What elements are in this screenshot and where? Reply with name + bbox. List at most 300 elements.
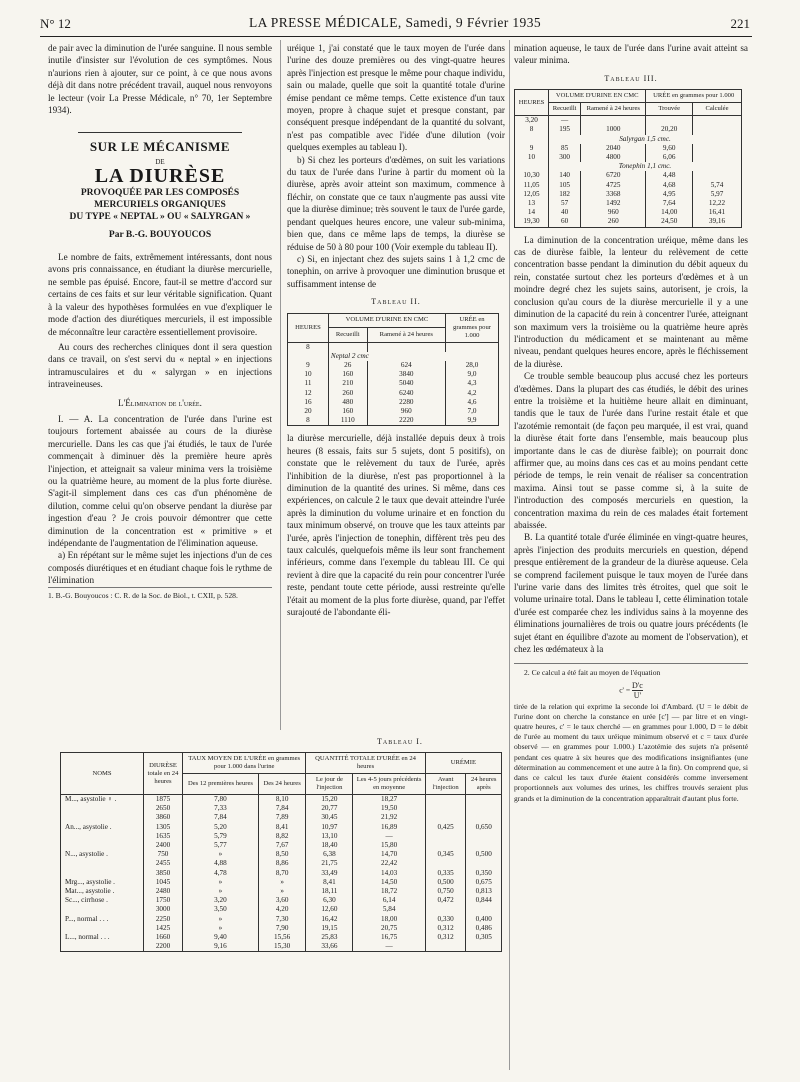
table-cell: 5,74 [693,181,742,190]
table-row [61,859,502,868]
article-author: Par B.-G. BOUYOUCOS [108,229,212,240]
paragraph: mination aqueuse, le taux de l'urée dans l'urine avait atteint sa valeur minima. [514,43,748,66]
table-cell: 14,03 [353,869,425,878]
column-header: Calculée [693,103,742,116]
table-cell: 9,16 [183,942,259,952]
table-cell: Mrg..., asystolie . [61,878,144,887]
page-header [40,12,750,34]
table-cell: 4800 [581,153,646,162]
column-header: URÉE en grammes pour 1.000 [646,90,742,103]
table-cell: 3000 [144,905,183,914]
table-cell: 57 [549,199,581,208]
column-header: Ramené à 24 heures [581,103,646,116]
table-cell [61,869,144,878]
table-cell: 960 [581,208,646,217]
table-cell: 15,80 [353,841,425,850]
paragraph: c) Si, en injectant chez des sujets sains 1 à 1,2 cmc de tonephin, on arrive à provoquer une diminution brusque et suffisamment intense de [287,253,505,289]
table-cell: 15,20 [306,795,353,805]
table-cell: 2250 [144,915,183,924]
table-cell: 2650 [144,804,183,813]
table-cell: 0,675 [466,878,502,887]
table-cell: 750 [144,850,183,859]
column-header: Ramené à 24 heures [367,328,445,343]
table-cell: 12 [288,389,329,398]
table-cell [425,804,466,813]
table-cell: 0,472 [425,896,466,905]
table-cell: 0,844 [466,896,502,905]
table-2-caption: Tableau II. [371,297,421,307]
table-cell: Sc..., cirrhose . [61,896,144,905]
table-note: Tonephin 1,1 cmc. [549,162,742,171]
table-cell [646,116,693,126]
table-cell: 18,72 [353,887,425,896]
table-cell: 10,30 [515,171,549,180]
table-cell: 1425 [144,924,183,933]
table-cell: 7,84 [258,804,305,813]
table-1 [60,752,502,952]
table-row [515,208,742,217]
column-header: TAUX MOYEN DE L'URÉE en grammes pour 1.000 dans l'urine [183,753,306,774]
table-cell: » [183,850,259,859]
table-2 [287,313,499,427]
table-row [515,162,742,171]
table-cell: 1000 [581,125,646,134]
table-row [515,181,742,190]
column-3 [514,42,748,804]
table-cell [425,795,466,805]
table-row [61,832,502,841]
table-cell: 2480 [144,887,183,896]
article-subtitle: DU TYPE « NEPTAL » OU « SALYRGAN » [69,211,251,222]
table-row [515,217,742,227]
table-row [61,933,502,942]
table-row [515,171,742,180]
table-cell: 4,68 [646,181,693,190]
table-cell: P..., normal . . . [61,915,144,924]
table-cell: 16,41 [693,208,742,217]
table-row [288,370,499,379]
table-note: Salyrgan 1,5 cmc. [549,135,742,144]
table-cell: 8,86 [258,859,305,868]
table-cell [425,942,466,952]
table-cell: 20,20 [646,125,693,134]
table-cell: 3,50 [183,905,259,914]
issue-number: N° 12 [40,16,71,31]
paragraph: de pair avec la diminution de l'urée sanguine. Il nous semble inutile d'insister sur l'évolution de ces symptômes. Nous n'aurions rien à ajouter, sur ce point, à ce que nous avons déjà dit dans notre précédent travail, auquel nous renvoyons le lecteur (voir La Presse Médicale, n° 70, 1er Septembre 1934). [48,43,272,116]
table-3 [514,89,742,227]
table-cell [693,125,742,134]
table-cell: 15,56 [258,933,305,942]
table-cell: 0,400 [466,915,502,924]
table-cell [466,804,502,813]
table-cell: 3,20 [515,116,549,126]
column-header: Le jour de l'injection [306,774,353,795]
column-1 [48,42,272,601]
table-cell: Mat..., asystolie . [61,887,144,896]
table-cell [328,342,367,352]
table-cell: 18,11 [306,887,353,896]
table-cell: 0,330 [425,915,466,924]
table-cell [61,841,144,850]
table-row [61,813,502,822]
column-header: VOLUME D'URINE EN CMC [328,313,445,328]
table-row [61,878,502,887]
table-cell: 0,425 [425,823,466,832]
table-cell: 33,49 [306,869,353,878]
column-header: URÉMIE [425,753,501,774]
table-cell: 5,84 [353,905,425,914]
table-1-wrapper [60,752,502,952]
table-cell: 14 [515,208,549,217]
equation-denominator: U' [633,690,642,700]
table-cell: 0,486 [466,924,502,933]
table-cell: 6,14 [353,896,425,905]
table-cell [61,804,144,813]
table-cell: 4,20 [258,905,305,914]
table-cell: 9 [515,144,549,153]
table-cell [425,841,466,850]
table-cell [693,116,742,126]
column-divider [509,40,510,1070]
table-cell: 14,00 [646,208,693,217]
table-cell: 260 [581,217,646,227]
table-cell: 0,345 [425,850,466,859]
table-cell: 6,06 [646,153,693,162]
table-cell: 1045 [144,878,183,887]
table-cell: 21,92 [353,813,425,822]
table-cell: 22,42 [353,859,425,868]
table-cell: 12,22 [693,199,742,208]
column-header: HEURES [288,313,329,342]
table-cell: 3850 [144,869,183,878]
table-row [288,361,499,370]
paragraph: I. — A. La concentration de l'urée dans l'urine est toujours fortement abaissée au cours de la diurèse mercurielle. Dans les cas que j'ai étudiés, le taux de l'urée commençait à diminuer dès la première heure après l'injection, et atteignait sa valeur minima vers la troisième ou la quatrième heure, au moment de la plus forte diurèse. S'agit-il simplement dans ces cas d'un phénomène de dilution, comme celui qu'on observe pendant la diurèse par ingestion d'eau ? Je crois pouvoir démontrer que cette diminution de la concentration est « primitive » et indépendante de l'augmentation de l'élimination aqueuse. [48,413,272,548]
table-row [61,804,502,813]
table-cell [466,795,502,805]
column-header: QUANTITÉ TOTALE D'URÉE en 24 heures [306,753,425,774]
table-cell: 160 [328,370,367,379]
paragraph: la diurèse mercurielle, déjà installée depuis deux à trois heures (8 essais, faits sur 5 sujets, dont 5 positifs), on constate que le relèvement du taux de l'urée, après l'inhibition de la diurèse, n'est pas proportionnel à la diminution de la quantité des urines. Si même, dans ces expériences, on calcule 2 le taux que devait atteindre l'urée après la diminution du volume urinaire et en fonction du taux minimum observé, on trouve que les taux atteints par l'urée, après l'injection de tonephin, diffèrent très peu des taux calculés, quelquefois même ils leur sont franchement inférieurs, comme dans l'exemple du tableau III. Ce qui revient à dire que la capacité du rein pour concentrer l'urée reste, pendant toute cette période, aussi restreinte qu'elle l'était au moment de la plus forte diurèse, quand, par l'effet surajouté de l'abondante éli- [287,433,505,618]
column-header: VOLUME D'URINE EN CMC [549,90,646,103]
journal-title: LA PRESSE MÉDICALE, Samedi, 9 Février 1935 [248,15,542,30]
table-cell [61,813,144,822]
table-cell: 39,16 [693,217,742,227]
table-cell: 3368 [581,190,646,199]
table-cell: 0,650 [466,823,502,832]
table-cell: 0,750 [425,887,466,896]
table-cell [693,171,742,180]
table-cell: 8,50 [258,850,305,859]
table-row [288,398,499,407]
table-row [61,924,502,933]
table-cell: 9,0 [446,370,499,379]
table-cell: 0,312 [425,933,466,942]
table-cell: 13,10 [306,832,353,841]
table-cell: 140 [549,171,581,180]
table-cell: 8,82 [258,832,305,841]
footnote-text: tirée de la relation qui exprime la seconde loi d'Ambard. (U = le débit de l'urine dont on cherche la constance en urée [c'] — par litre et en vingt-quatre heures, c' = le taux cherché — en grammes pour 1.000, D = le débit de l'urée au moment du taux uréique minimum observé et c = taux d'urée observé — en grammes pour 1.000.) L'azotémie des sujets n'a présenté pendant ces quatre à six heures que des modifications insignifiantes (une détermination au commencement et une autre à la fin). On comprend que, si dans ce calcul les taux d'urée étaient considérés comme inversement proportionnels aux volumes des urines, les chiffres trouvés seraient plus grands et la diminution de la concentration apparaîtrait d'autant plus forte. [514,701,748,803]
table-row [61,896,502,905]
table-cell: 4,3 [446,379,499,388]
table-cell [466,841,502,850]
table-cell: 26 [328,361,367,370]
paragraph: a) En répétant sur le même sujet les injections d'un de ces composés diurétiques et en étudiant chaque fois le rythme de l'élimination [48,550,272,586]
table-cell: » [183,924,259,933]
table-cell: 0,350 [466,869,502,878]
table-cell: N..., asystolie . [61,850,144,859]
column-header: Des 24 heures [258,774,305,795]
table-cell: 5,79 [183,832,259,841]
article-title-main: LA DIURÈSE [94,165,226,188]
table-cell: 16 [288,398,329,407]
column-header: Recueilli [328,328,367,343]
table-cell [61,905,144,914]
table-row [515,116,742,126]
table-row [515,144,742,153]
table-cell [61,924,144,933]
table-cell: 5,97 [693,190,742,199]
table-cell: 0,500 [425,878,466,887]
table-row [288,379,499,388]
table-cell: 12,05 [515,190,549,199]
table-cell: 19,30 [515,217,549,227]
table-cell: — [549,116,581,126]
table-cell [61,859,144,868]
table-cell: 8,10 [258,795,305,805]
header-rule [40,36,752,37]
table-cell: 480 [328,398,367,407]
table-cell: 3860 [144,813,183,822]
table-cell: 1750 [144,896,183,905]
table-cell: 3,20 [183,896,259,905]
table-cell: 182 [549,190,581,199]
table-cell: 19,50 [353,804,425,813]
table-cell: 7,33 [183,804,259,813]
table-cell [288,352,329,361]
table-row [61,850,502,859]
table-row [288,342,499,352]
table-cell: 1492 [581,199,646,208]
table-cell: 10,97 [306,823,353,832]
table-cell [425,905,466,914]
table-note: Neptal 2 cmc [328,352,498,361]
table-cell: 13 [515,199,549,208]
table-cell: 4,95 [646,190,693,199]
table-cell: 30,45 [306,813,353,822]
table-row [515,135,742,144]
table-cell: 0,813 [466,887,502,896]
table-row [61,841,502,850]
table-cell: 3,60 [258,896,305,905]
table-cell: 8,41 [306,878,353,887]
table-cell [515,162,549,171]
table-cell: 7,0 [446,407,499,416]
table-cell: 7,80 [183,795,259,805]
table-cell: 40 [549,208,581,217]
table-3-caption: Tableau III. [604,73,658,83]
table-cell [466,859,502,868]
table-cell: An..., asystolie . [61,823,144,832]
table-cell: M..., asystolie ♀ . [61,795,144,805]
table-cell: 624 [367,361,445,370]
table-cell: 18,27 [353,795,425,805]
table-cell: 1635 [144,832,183,841]
table-cell: 16,75 [353,933,425,942]
table-cell: 18,40 [306,841,353,850]
table-cell: 3840 [367,370,445,379]
equation [514,681,748,700]
paragraph: uréique 1, j'ai constaté que le taux moyen de l'urée dans l'urine des douze premières ou des vingt-quatre heures après l'injection est presque le même pour chaque individu, sain ou malade, quelle que soit la quantité totale d'urine émise pendant ce même temps. Cette existence d'un taux moyen, propre à chaque sujet et presque constant, par conséquent presque indépendant de la quantité du solvant, n'est pas compatible avec l'idée d'une dilution (voir quelques exemples au tableau I). [287,43,505,153]
paragraph: Ce trouble semble beaucoup plus accusé chez les porteurs d'œdèmes. Dans la plupart des cas étudiés, le débit des urines entre la troisième et la huitième heure allait en diminuant, tandis que le taux de l'urée dans l'urine restait étale et que l'azotémie remontait (de façon peu marquée, il est vrai, quand la diurèse était forte dans l'ensemble, mais beaucoup plus importante dans le cas de diurèse faible); on pourrait donc affirmer que, au moins dans ces cas et au moins pendant cette période de temps, le rein venait de réaliser sa concentration maxima. Ainsi tout se passe comme si, à la suite de l'introduction des composés mercuriels en question, la concentration maxima du rein de ces malades était fortement abaissée. [514,371,748,530]
table-cell: » [258,887,305,896]
table-cell: — [353,832,425,841]
table-cell: » [183,878,259,887]
article-title-de: DE [155,157,165,166]
equation-numerator: D'c [632,680,643,690]
table-cell: 1110 [328,416,367,426]
table-cell: 9,60 [646,144,693,153]
table-cell [61,942,144,952]
paragraph: B. La quantité totale d'urée éliminée en vingt-quatre heures, après l'injection des produits mercuriels en question, dépend presque entièrement de la grandeur de la diurèse aqueuse. Cela se comprend facilement puisque le taux moyen de l'urée dans l'urine varie dans des limites très étroites, quel que soit le volume urinaire total. Dans le tableau I, cette élimination totale d'urée est comparée chez les individus sains à la moyenne des éliminations journalières de trois ou quatre jours précédents (le sujet étant en équilibre d'azote au moment de l'observation), et chez les œdémateux à la [514,532,748,655]
table-cell [515,135,549,144]
table-cell: 10 [515,153,549,162]
table-cell [367,342,445,352]
table-cell: 21,75 [306,859,353,868]
table-cell: 14,50 [353,878,425,887]
column-header: 24 heures après [466,774,502,795]
table-cell: 7,90 [258,924,305,933]
table-row [61,942,502,952]
table-cell [425,813,466,822]
table-cell: 11,05 [515,181,549,190]
table-cell: 10 [288,370,329,379]
table-cell: 7,67 [258,841,305,850]
table-cell: 2455 [144,859,183,868]
table-cell: 195 [549,125,581,134]
table-cell: 15,30 [258,942,305,952]
table-cell: 1305 [144,823,183,832]
column-header: URÉE en grammes pour 1.000 [446,313,499,342]
table-cell: 9 [288,361,329,370]
table-cell: 8 [288,342,329,352]
table-cell: 20 [288,407,329,416]
table-cell [425,859,466,868]
table-cell: 6,30 [306,896,353,905]
table-cell: 4,2 [446,389,499,398]
table-cell: 8 [515,125,549,134]
table-cell: — [353,942,425,952]
table-cell: 8,41 [258,823,305,832]
paragraph: Le nombre de faits, extrêmement intéressants, dont nous avons pris connaissance, en étudiant la diurèse mercurielle, ne semble pas épuisé. Encore, faut-il se mettre d'accord sur certains de ces faits et sur leur véritable signification. Quant à la valeur des hypothèses formulées en vue d'expliquer le mode d'action des diurétiques mercuriels, il est impossible de méconnaître leur caractère essentiellement provisoire. [48,252,272,337]
table-cell: 4,78 [183,869,259,878]
article-title-line1: SUR LE MÉCANISME [78,132,242,153]
table-cell: 33,66 [306,942,353,952]
table-cell: 7,64 [646,199,693,208]
article-subtitle: PROVOQUÉE PAR LES COMPOSÉS [80,187,240,198]
table-row [288,416,499,426]
table-cell [693,144,742,153]
table-cell: 8,70 [258,869,305,878]
table-cell: 11 [288,379,329,388]
table-cell: 9,9 [446,416,499,426]
article-title-block [48,132,272,241]
table-row [515,190,742,199]
table-cell: 210 [328,379,367,388]
column-divider [280,40,281,730]
table-cell: 2200 [144,942,183,952]
table-cell: L..., normal . . . [61,933,144,942]
table-cell: 9,40 [183,933,259,942]
table-row [515,153,742,162]
table-cell: 20,77 [306,804,353,813]
table-cell: 960 [367,407,445,416]
footnote: 1. B.-G. Bouyoucos : C. R. de la Soc. de Biol., t. CXII, p. 528. [48,587,272,601]
table-cell: 300 [549,153,581,162]
table-cell: 1875 [144,795,183,805]
table-cell [446,342,499,352]
table-cell: 5,77 [183,841,259,850]
table-cell [466,942,502,952]
paragraph: Au cours des recherches cliniques dont il sera question dans ce travail, on s'est servi du « neptal » en injections intramusculaires et du « salyrgan » en injections intraveineuses. [48,341,272,390]
table-row [61,795,502,805]
table-cell: 4,48 [646,171,693,180]
footnote-text: 2. Ce calcul a été fait au moyen de l'équation [524,668,661,678]
table-row [61,887,502,896]
table-cell: 105 [549,181,581,190]
equation-lhs: c' = [619,684,633,694]
paragraph: b) Si chez les porteurs d'œdèmes, on suit les variations du taux de l'urée dans l'urine à partir du moment où la diurèse, après avoir atteint son maximum, commence à fléchir, on constate que ce taux n'augmente pas aussi vite que la diurèse diminue; très souvent le taux de l'urée garde, pendant quelques heures encore, une valeur sub-minima, bien que, dans ce même laps de temps, la diurèse se réduise de 50 à 80 pour 100 (Voir exemple du tableau II). [287,154,505,252]
table-row [288,352,499,361]
table-cell: 60 [549,217,581,227]
table-cell: 7,30 [258,915,305,924]
table-row [288,407,499,416]
table-row [61,823,502,832]
table-cell: 18,00 [353,915,425,924]
table-cell: 4,6 [446,398,499,407]
column-header: HEURES [515,90,549,116]
table-cell: 20,75 [353,924,425,933]
table-cell: 6720 [581,171,646,180]
page-number: 221 [730,16,750,31]
table-cell: 14,70 [353,850,425,859]
table-cell: 25,83 [306,933,353,942]
table-cell: 6,38 [306,850,353,859]
table-cell [466,813,502,822]
table-row [61,869,502,878]
column-header: DIURÈSE totale en 24 heures [144,753,183,795]
table-row [515,199,742,208]
table-cell: 4,88 [183,859,259,868]
section-heading: L'Élimination de l'urée. [118,397,202,408]
table-cell: 2280 [367,398,445,407]
table-cell: 19,15 [306,924,353,933]
table-row [515,125,742,134]
table-cell: 160 [328,407,367,416]
table-row [61,905,502,914]
table-cell: 5,20 [183,823,259,832]
table-cell [61,832,144,841]
table-1-caption: Tableau I. [377,737,423,746]
table-row [61,915,502,924]
table-cell: 16,42 [306,915,353,924]
table-cell [425,832,466,841]
paragraph: La diminution de la concentration uréique, même dans les cas de diurèse faible, la lenteur du relèvement de cette concentration basse pendant la diminution du débit aqueux du rein, constatée surtout chez les porteurs d'œdèmes et à un moindre degré chez les sujets sains, autorisent, je crois, la conclusion qu'au cours de la diurèse mercurielle il y a une diminution de la capacité du rein à concentrer l'urée, atteignant son maximum vers la troisième ou la quatrième heure après l'introduction du médicament et se maintenant au même niveau, pendant quelques heures encore, après le fléchissement de la diurèse. [514,234,748,369]
table-cell: 0,335 [425,869,466,878]
table-cell: 24,50 [646,217,693,227]
column-header: Recueilli [549,103,581,116]
table-cell: 4725 [581,181,646,190]
equation-fraction [632,681,643,700]
